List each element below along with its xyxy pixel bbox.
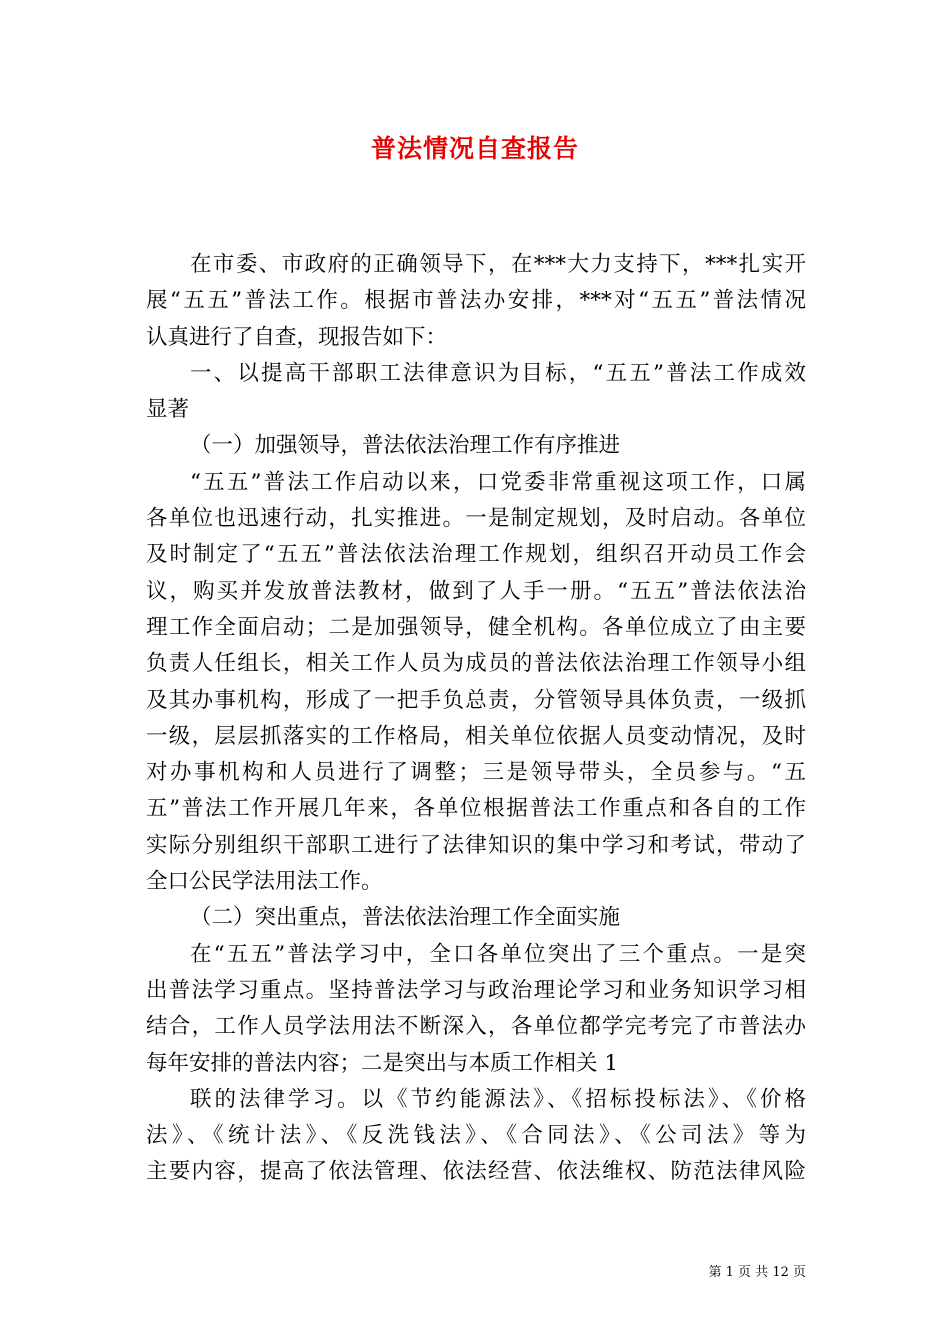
document-title: 普法情况自查报告: [370, 134, 579, 163]
body-line: 显著: [146, 397, 190, 423]
body-line: 一级，层层抓落实的工作格局，相关单位依据人员变动情况，及时: [146, 723, 806, 749]
body-line: “五五”普法工作启动以来，口党委非常重视这项工作，口属: [190, 469, 806, 495]
body-line: 在市委、市政府的正确领导下，在***大力支持下，***扎实开: [190, 252, 806, 277]
body-line: 及时制定了“五五”普法依法治理工作规划，组织召开动员工作会: [146, 542, 806, 568]
body-line: 在“五五”普法学习中，全口各单位突出了三个重点。一是突: [190, 941, 806, 967]
document-body: [146, 247, 806, 1191]
body-line: 展“五五”普法工作。根据市普法办安排，***对“五五”普法情况: [146, 288, 806, 314]
body-line: （一）加强领导，普法依法治理工作有序推进: [190, 433, 621, 459]
body-line: 结合，工作人员学法用法不断深入，各单位都学完考完了市普法办: [146, 1014, 806, 1040]
body-line: 法》、《统计法》、《反洗钱法》、《合同法》、《公司法》等为: [146, 1123, 806, 1149]
body-line: 全口公民学法用法工作。: [146, 869, 383, 895]
body-line: 及其办事机构，形成了一把手负总责，分管领导具体负责，一级抓: [146, 687, 806, 713]
body-line: 一、以提高干部职工法律意识为目标，“五五”普法工作成效: [190, 360, 806, 386]
body-line: 理工作全面启动；二是加强领导，健全机构。各单位成立了由主要: [146, 614, 806, 640]
body-line: 对办事机构和人员进行了调整；三是领导带头，全员参与。“五: [146, 760, 806, 786]
body-line: 五”普法工作开展几年来，各单位根据普法工作重点和各自的工作: [146, 796, 806, 822]
body-line: （二）突出重点，普法依法治理工作全面实施: [190, 905, 621, 931]
body-line: 每年安排的普法内容；二是突出与本质工作相关 1: [146, 1050, 619, 1076]
body-line: 负责人任组长，相关工作人员为成员的普法依法治理工作领导小组: [146, 651, 806, 677]
body-line: 主要内容，提高了依法管理、依法经营、依法维权、防范法律风险: [146, 1159, 806, 1185]
body-line: 实际分别组织干部职工进行了法律知识的集中学习和考试，带动了: [146, 832, 806, 858]
body-line: 出普法学习重点。坚持普法学习与政治理论学习和业务知识学习相: [146, 977, 806, 1003]
body-line: 联的法律学习。以《节约能源法》、《招标投标法》、《价格: [190, 1086, 806, 1112]
body-line: 各单位也迅速行动，扎实推进。一是制定规划，及时启动。各单位: [146, 506, 806, 532]
body-line: 议，购买并发放普法教材，做到了人手一册。“五五”普法依法治: [146, 578, 806, 604]
body-line: 认真进行了自查，现报告如下：: [146, 324, 448, 350]
page-number-footer: 第 1 页 共 12 页: [708, 1265, 806, 1280]
